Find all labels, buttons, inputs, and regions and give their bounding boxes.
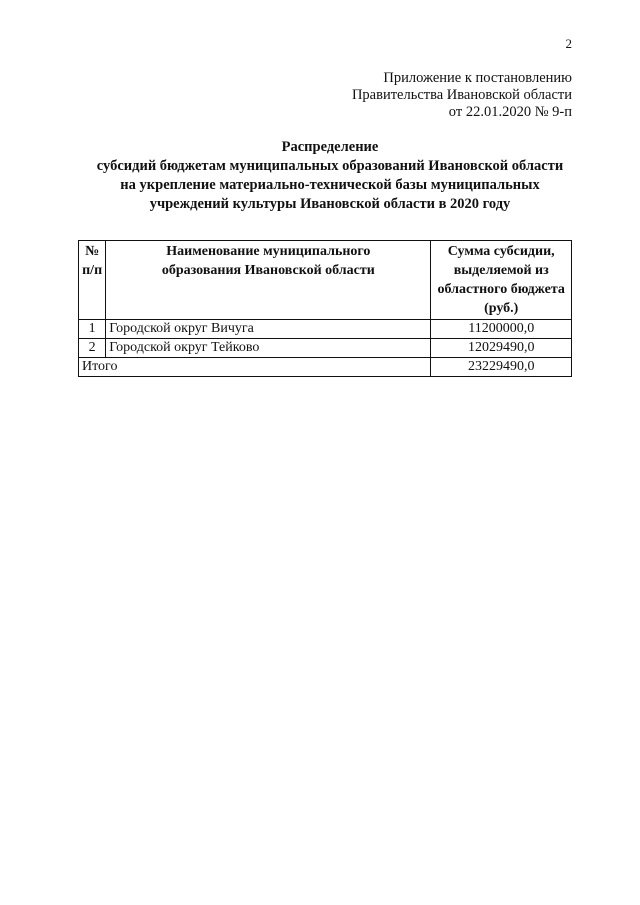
title-line-1: Распределение (281, 139, 379, 155)
header-sum-line-4: (руб.) (484, 301, 519, 316)
header-name-line-2: образования Ивановской области (161, 263, 375, 278)
table-total-row (79, 358, 572, 377)
header-sum-line-1: Сумма субсидии, (447, 244, 555, 259)
row-number: 2 (79, 339, 106, 358)
row-sum: 11200000,0 (431, 320, 572, 339)
title-line-2: субсидий бюджетам муниципальных образований Ивановской области (96, 158, 564, 174)
page-number: 2 (565, 36, 572, 51)
appendix-line-1: Приложение к постановлению (383, 70, 572, 86)
row-number: 1 (79, 320, 106, 339)
header-name-line-1: Наименование муниципального (166, 244, 371, 259)
appendix-line-2: Правительства Ивановской области (351, 87, 572, 103)
appendix-header (352, 70, 572, 121)
appendix-line-3: от 22.01.2020 № 9-п (448, 104, 572, 120)
subsidy-table (78, 240, 572, 377)
row-sum: 12029490,0 (431, 339, 572, 358)
header-sum-line-2: выделяемой из (453, 263, 549, 278)
header-sum (431, 241, 572, 320)
table-header-row (79, 241, 572, 320)
total-sum: 23229490,0 (431, 358, 572, 377)
table-row (79, 320, 572, 339)
table-row (79, 339, 572, 358)
total-label: Итого (79, 358, 431, 377)
document-title (60, 138, 600, 214)
title-line-4: учреждений культуры Ивановской области в 2020 году (149, 196, 511, 212)
title-line-3: на укрепление материально-технической базы муниципальных (120, 177, 540, 193)
header-number-line-2: п/п (82, 263, 103, 278)
header-sum-line-3: областного бюджета (437, 282, 565, 297)
row-name: Городской округ Вичуга (106, 320, 431, 339)
header-number (79, 241, 106, 320)
header-number-line-1: № (85, 244, 100, 259)
row-name: Городской округ Тейково (106, 339, 431, 358)
header-name (106, 241, 431, 320)
